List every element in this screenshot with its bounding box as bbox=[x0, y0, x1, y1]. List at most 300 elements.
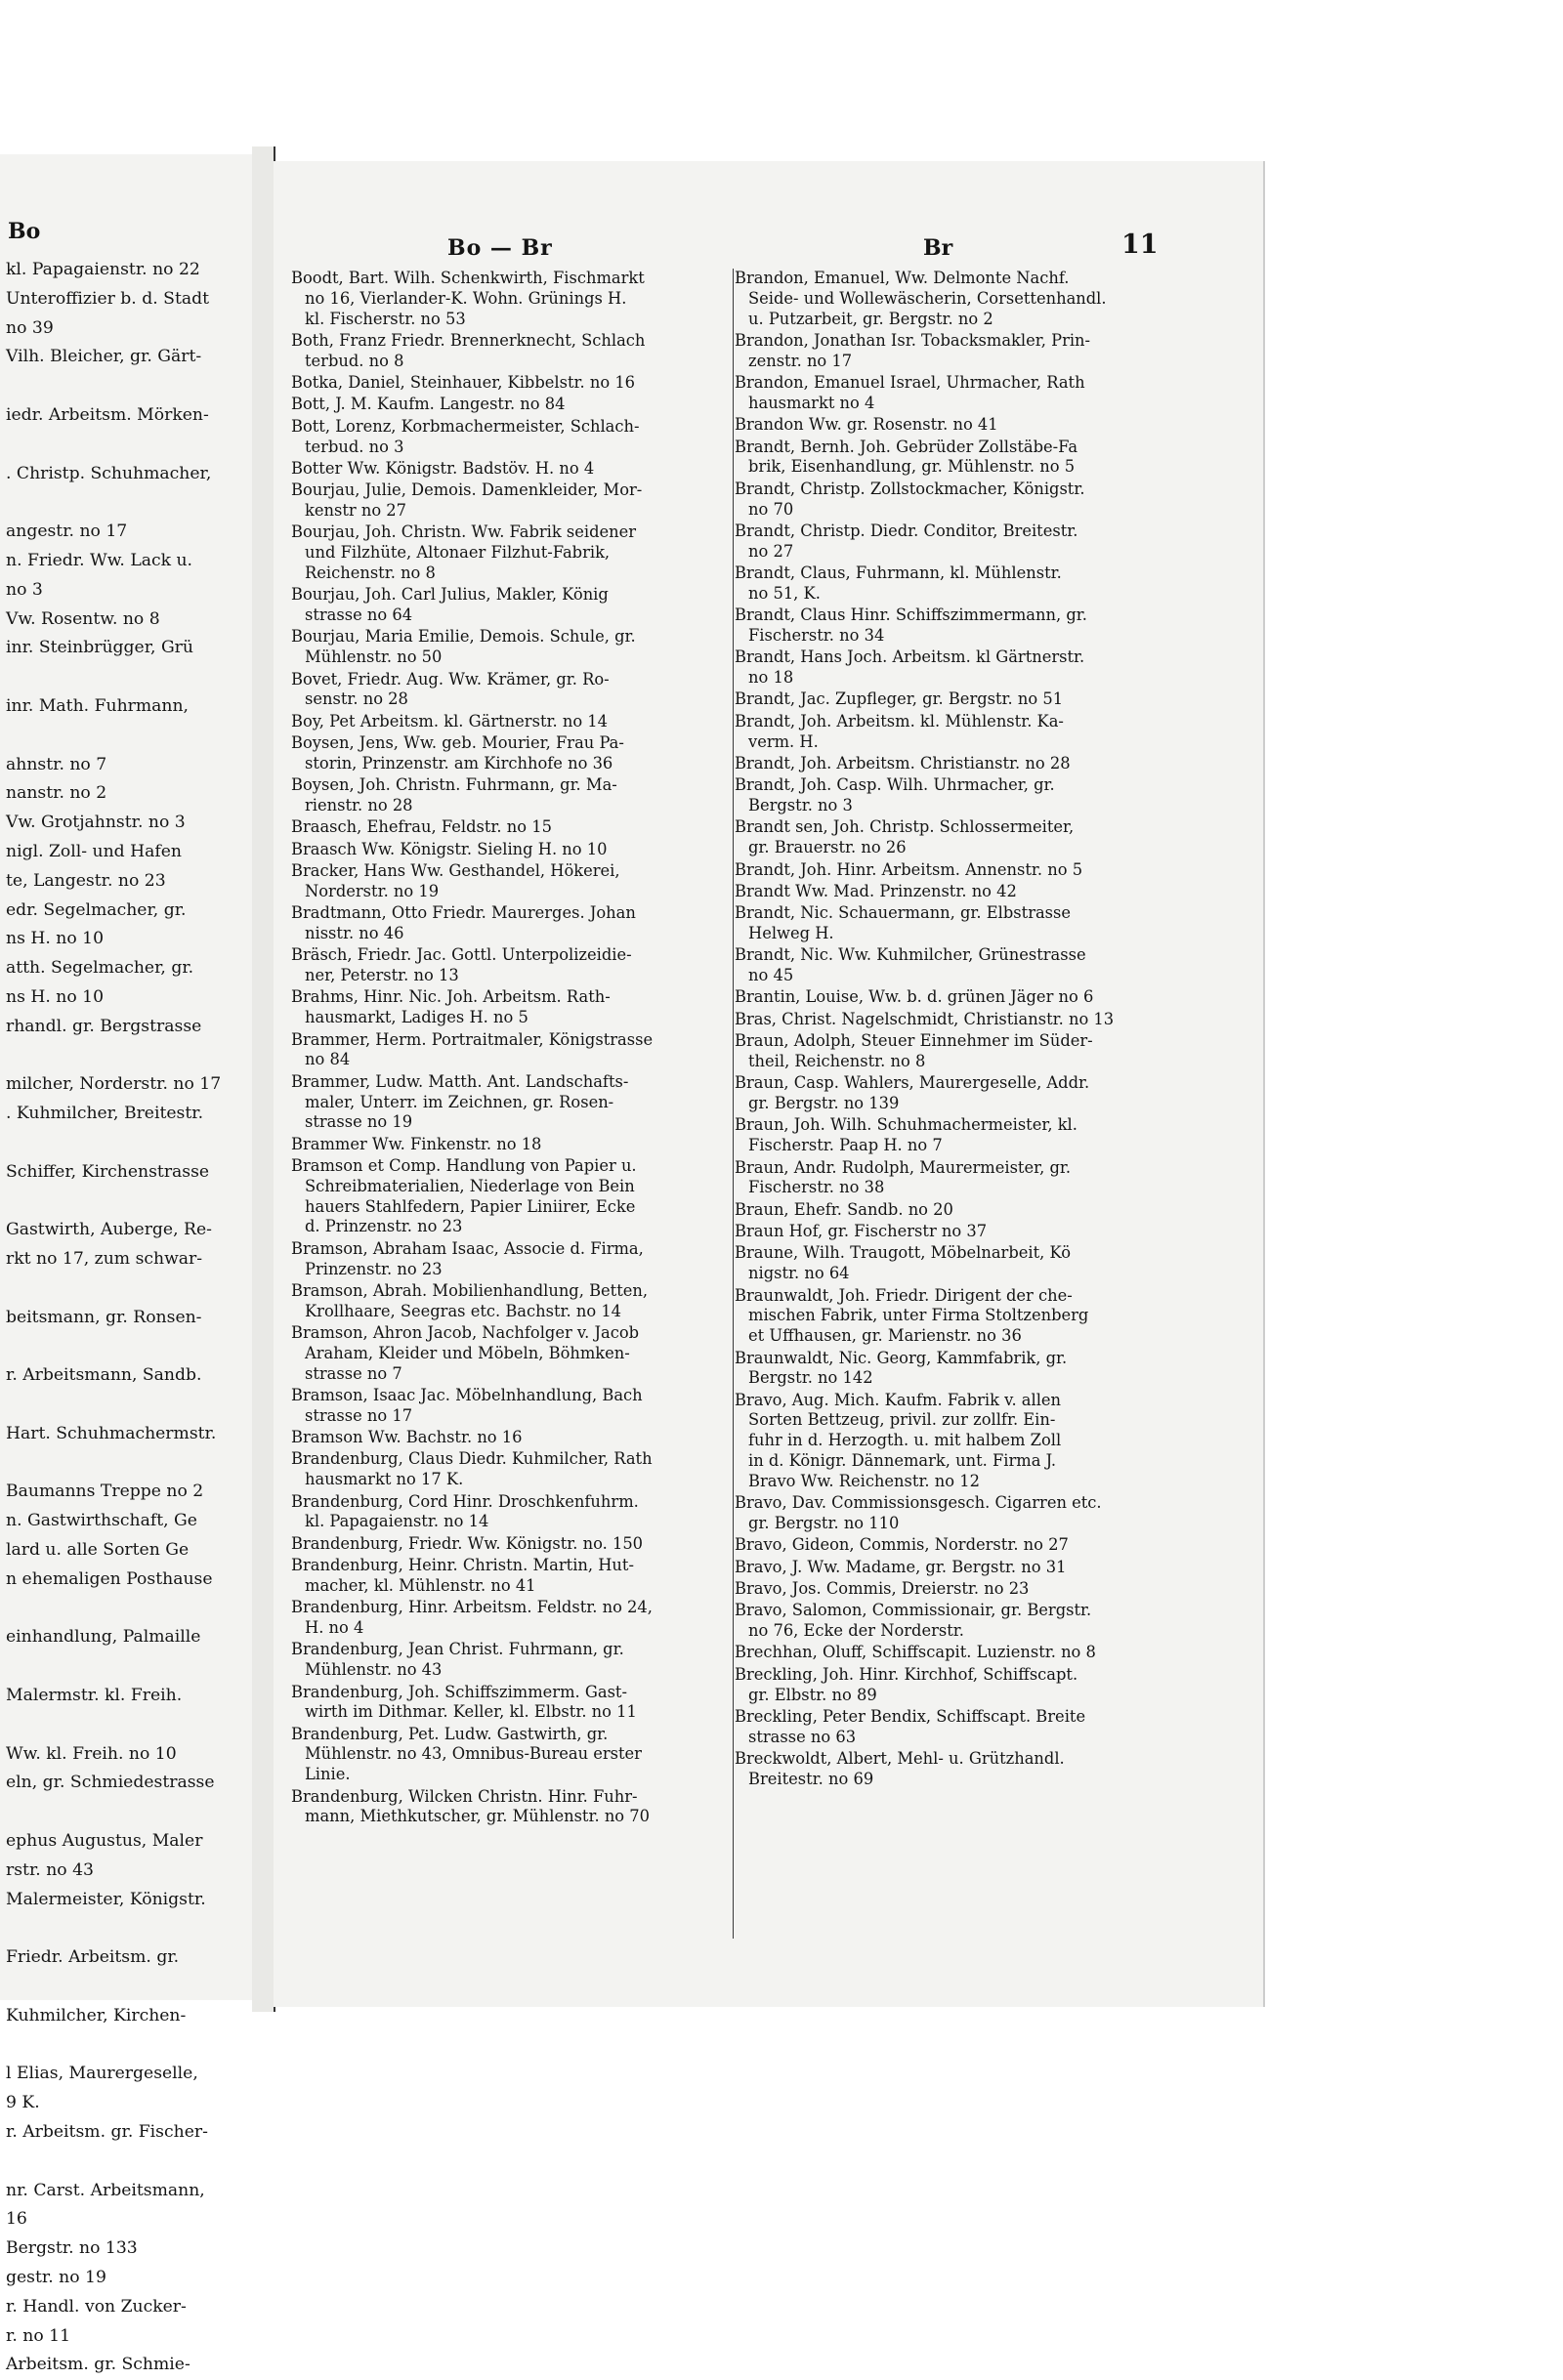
entry-continuation-line: Mühlenstr. no 43 bbox=[305, 1660, 443, 1680]
entry-continuation-line: gr. Bergstr. no 139 bbox=[748, 1094, 900, 1113]
left-page-line bbox=[6, 488, 250, 518]
directory-entry bbox=[291, 1135, 729, 1155]
entry-name-line: Brantin, Louise, Ww. b. d. grünen Jäger no 6 bbox=[735, 987, 1094, 1007]
entry-continuation-line: no 70 bbox=[748, 499, 794, 519]
directory-entry bbox=[735, 1286, 1118, 1347]
directory-entry bbox=[735, 1579, 1118, 1600]
entry-name-line: Brandt sen, Joh. Christp. Schlossermeiter, bbox=[735, 817, 1075, 837]
directory-entry bbox=[735, 1200, 1118, 1221]
directory-entry bbox=[735, 1031, 1118, 1072]
entry-name-line: Botka, Daniel, Steinhauer, Kibbelstr. no 16 bbox=[291, 373, 636, 393]
entry-continuation-line: verm. H. bbox=[748, 731, 819, 751]
left-page-line: rstr. no 43 bbox=[6, 1859, 94, 1880]
entry-continuation-line: strasse no 19 bbox=[305, 1112, 413, 1132]
entry-name-line: Brandt, Joh. Arbeitsm. Christianstr. no 28 bbox=[735, 753, 1071, 772]
left-page-line bbox=[6, 431, 250, 460]
entry-continuation-line: terbud. no 8 bbox=[305, 351, 404, 370]
entry-name-line: Bramson Ww. Bachstr. no 16 bbox=[291, 1428, 523, 1447]
entry-name-line: Bravo, Gideon, Commis, Norderstr. no 27 bbox=[735, 1535, 1069, 1555]
entry-name-line: Bramson et Comp. Handlung von Papier u. bbox=[291, 1156, 637, 1176]
directory-entry bbox=[291, 903, 729, 944]
entry-name-line: Brandenburg, Hinr. Arbeitsm. Feldstr. no 24, bbox=[291, 1598, 653, 1617]
left-page-line: nigl. Zoll- und Hafen bbox=[6, 841, 182, 861]
directory-entry bbox=[291, 775, 729, 816]
directory-entry bbox=[291, 459, 729, 480]
directory-entry bbox=[735, 1391, 1118, 1492]
directory-entry bbox=[291, 1640, 729, 1681]
left-page-line: Ww. kl. Freih. no 10 bbox=[6, 1743, 177, 1764]
directory-entry bbox=[291, 1556, 729, 1597]
entry-continuation-line: no 76, Ecke der Norderstr. bbox=[748, 1621, 964, 1641]
entry-continuation-line: gr. Bergstr. no 110 bbox=[748, 1513, 900, 1532]
entry-name-line: Braasch, Ehefrau, Feldstr. no 15 bbox=[291, 817, 552, 837]
entry-continuation-line: hauers Stahlfedern, Papier Liniirer, Ecke bbox=[305, 1196, 636, 1216]
left-page-line: einhandlung, Palmaille bbox=[6, 1627, 201, 1648]
entry-continuation-line: no 45 bbox=[748, 966, 794, 985]
entry-continuation-line: d. Prinzenstr. no 23 bbox=[305, 1217, 463, 1236]
directory-entry bbox=[735, 860, 1118, 881]
directory-entry bbox=[291, 395, 729, 415]
directory-entry bbox=[291, 1428, 729, 1448]
left-page-line: ns H. no 10 bbox=[6, 929, 105, 949]
entry-continuation-line: strasse no 64 bbox=[305, 605, 413, 625]
entry-name-line: Botter Ww. Königstr. Badstöv. H. no 4 bbox=[291, 458, 595, 478]
left-page-line bbox=[6, 1188, 250, 1217]
entry-continuation-line: wirth im Dithmar. Keller, kl. Elbstr. no 11 bbox=[305, 1702, 637, 1722]
entry-continuation-line: maler, Unterr. im Zeichnen, gr. Rosen- bbox=[305, 1092, 614, 1111]
left-page-line bbox=[6, 1711, 250, 1740]
page-header-range: Bo — Br bbox=[447, 235, 553, 261]
left-page-line bbox=[6, 1391, 250, 1420]
directory-entry bbox=[291, 1323, 729, 1384]
entry-continuation-line: Reichenstr. no 8 bbox=[305, 563, 436, 582]
directory-entry bbox=[735, 903, 1118, 944]
entry-name-line: Bramson, Abrah. Mobilienhandlung, Betten, bbox=[291, 1280, 649, 1300]
directory-entry bbox=[735, 1115, 1118, 1156]
entry-continuation-line: Mühlenstr. no 43, Omnibus-Bureau erster bbox=[305, 1744, 642, 1764]
entry-continuation-line: strasse no 63 bbox=[748, 1727, 857, 1746]
left-page-line: . Kuhmilcher, Breitestr. bbox=[6, 1104, 204, 1124]
directory-entry bbox=[735, 373, 1118, 414]
directory-entry bbox=[735, 564, 1118, 605]
left-page-line: no 39 bbox=[6, 317, 54, 338]
left-page-line: te, Langestr. no 23 bbox=[6, 870, 166, 891]
left-page-line bbox=[6, 1332, 250, 1361]
left-page-line: Baumanns Treppe no 2 bbox=[6, 1482, 204, 1502]
entry-continuation-line: storin, Prinzenstr. am Kirchhofe no 36 bbox=[305, 753, 613, 772]
left-page-line: Vilh. Bleicher, gr. Gärt- bbox=[6, 347, 202, 367]
entry-name-line: Brammer Ww. Finkenstr. no 18 bbox=[291, 1134, 542, 1153]
left-page-line: Malermstr. kl. Freih. bbox=[6, 1686, 183, 1706]
directory-entry bbox=[291, 817, 729, 838]
left-page-line: . Christp. Schuhmacher, bbox=[6, 463, 212, 483]
directory-entry bbox=[291, 1239, 729, 1280]
left-page-line: rhandl. gr. Bergstrasse bbox=[6, 1016, 202, 1036]
entry-name-line: Brandenburg, Claus Diedr. Kuhmilcher, Rath bbox=[291, 1449, 653, 1469]
left-page-line: Gastwirth, Auberge, Re- bbox=[6, 1220, 212, 1240]
directory-entry bbox=[735, 605, 1118, 647]
directory-entry bbox=[291, 331, 729, 372]
entry-name-line: Brandt, Nic. Ww. Kuhmilcher, Grünestrasse bbox=[735, 945, 1086, 965]
entry-continuation-line: Krollhaare, Seegras etc. Bachstr. no 14 bbox=[305, 1301, 622, 1320]
entry-name-line: Boodt, Bart. Wilh. Schenkwirth, Fischmarkt bbox=[291, 269, 645, 287]
entry-name-line: Braun, Adolph, Steuer Einnehmer im Süder- bbox=[735, 1031, 1093, 1051]
directory-entry bbox=[735, 1749, 1118, 1790]
entry-name-line: Bravo, Aug. Mich. Kaufm. Fabrik v. allen bbox=[735, 1390, 1062, 1409]
directory-entry bbox=[735, 331, 1118, 372]
left-page-line: eln, gr. Schmiedestrasse bbox=[6, 1773, 215, 1793]
left-page-line bbox=[6, 722, 250, 751]
directory-entry bbox=[735, 1707, 1118, 1748]
entry-name-line: Brandenburg, Joh. Schiffszimmerm. Gast- bbox=[291, 1682, 627, 1701]
left-page-line: edr. Segelmacher, gr. bbox=[6, 899, 187, 920]
directory-entry bbox=[735, 1222, 1118, 1242]
directory-entry bbox=[735, 1558, 1118, 1578]
entry-continuation-line: no 27 bbox=[748, 541, 794, 561]
entry-name-line: Brandt, Joh. Hinr. Arbeitsm. Annenstr. no 5 bbox=[735, 859, 1083, 879]
directory-entry bbox=[291, 945, 729, 986]
directory-entry bbox=[735, 1535, 1118, 1556]
left-page-line: ahnstr. no 7 bbox=[6, 754, 107, 774]
directory-entry bbox=[291, 670, 729, 711]
entry-name-line: Boy, Pet Arbeitsm. kl. Gärtnerstr. no 14 bbox=[291, 711, 609, 731]
entry-continuation-line: gr. Elbstr. no 89 bbox=[748, 1685, 877, 1704]
entry-name-line: Braun, Andr. Rudolph, Maurermeister, gr. bbox=[735, 1157, 1072, 1177]
entry-name-line: Bras, Christ. Nagelschmidt, Christianstr. no 13 bbox=[735, 1009, 1115, 1028]
entry-name-line: Breckwoldt, Albert, Mehl- u. Grützhandl. bbox=[735, 1749, 1065, 1769]
directory-entry bbox=[735, 775, 1118, 816]
directory-entry bbox=[291, 1492, 729, 1533]
entry-name-line: Brandt, Bernh. Joh. Gebrüder Zollstäbe-Fa bbox=[735, 437, 1078, 456]
entry-name-line: Breckling, Joh. Hinr. Kirchhof, Schiffscapt. bbox=[735, 1664, 1078, 1684]
entry-name-line: Brechhan, Oluff, Schiffscapit. Luzienstr. no 8 bbox=[735, 1643, 1096, 1662]
left-page bbox=[0, 154, 254, 2375]
entry-name-line: Bradtmann, Otto Friedr. Maurerges. Johan bbox=[291, 903, 636, 923]
entry-name-line: Bracker, Hans Ww. Gesthandel, Hökerei, bbox=[291, 861, 620, 881]
left-page-column bbox=[6, 256, 250, 2380]
left-page-line: Unteroffizier b. d. Stadt bbox=[6, 288, 210, 309]
entry-name-line: Brandt, Christp. Zollstockmacher, Königstr. bbox=[735, 479, 1085, 498]
entry-name-line: Brandon Ww. gr. Rosenstr. no 41 bbox=[735, 415, 998, 435]
entry-name-line: Brandt, Joh. Casp. Wilh. Uhrmacher, gr. bbox=[735, 775, 1055, 795]
directory-entry bbox=[291, 269, 729, 329]
left-page-header: Bo bbox=[8, 219, 41, 244]
entry-name-line: Brandt, Nic. Schauermann, gr. Elbstrasse bbox=[735, 903, 1072, 923]
left-page-line: Arbeitsm. gr. Schmie- bbox=[6, 2355, 190, 2375]
left-page-line bbox=[6, 1042, 250, 1071]
entry-name-line: Brandenburg, Friedr. Ww. Königstr. no. 150 bbox=[291, 1533, 644, 1553]
left-page-line: Vw. Grotjahnstr. no 3 bbox=[6, 813, 186, 833]
book-gutter bbox=[252, 146, 275, 2012]
left-page-line: l Elias, Maurergeselle, bbox=[6, 2064, 198, 2084]
entry-name-line: Bourjau, Joh. Christn. Ww. Fabrik seidener bbox=[291, 522, 637, 542]
left-page-line bbox=[6, 372, 250, 401]
left-page-line: Kuhmilcher, Kirchen- bbox=[6, 2005, 187, 2025]
entry-name-line: Brandt, Jac. Zupfleger, gr. Bergstr. no 51 bbox=[735, 689, 1064, 709]
entry-continuation-line: macher, kl. Mühlenstr. no 41 bbox=[305, 1575, 536, 1595]
left-page-line: Vw. Rosentw. no 8 bbox=[6, 608, 160, 629]
directory-entry bbox=[735, 882, 1118, 902]
entry-name-line: Braunwaldt, Nic. Georg, Kammfabrik, gr. bbox=[735, 1348, 1068, 1367]
entry-continuation-line: Bergstr. no 3 bbox=[748, 796, 853, 815]
entry-name-line: Bravo, Dav. Commissionsgesch. Cigarren etc. bbox=[735, 1493, 1102, 1513]
directory-entry bbox=[291, 1449, 729, 1490]
left-page-line: inr. Math. Fuhrmann, bbox=[6, 695, 189, 716]
left-page-line: Friedr. Arbeitsm. gr. bbox=[6, 1947, 180, 1968]
left-page-line bbox=[6, 1652, 250, 1682]
left-page-line: r. no 11 bbox=[6, 2325, 71, 2346]
entry-continuation-line: et Uffhausen, gr. Marienstr. no 36 bbox=[748, 1326, 1022, 1346]
left-page-line bbox=[6, 2148, 250, 2177]
entry-name-line: Braun, Casp. Wahlers, Maurergeselle, Addr. bbox=[735, 1073, 1090, 1093]
entry-continuation-line: terbud. no 3 bbox=[305, 437, 404, 456]
directory-entry bbox=[735, 1493, 1118, 1534]
directory-entry bbox=[735, 945, 1118, 986]
entry-name-line: Bott, Lorenz, Korbmachermeister, Schlach- bbox=[291, 416, 640, 436]
directory-entry bbox=[291, 987, 729, 1028]
entry-continuation-line: hausmarkt no 17 K. bbox=[305, 1470, 464, 1489]
entry-name-line: Braun, Ehefr. Sandb. no 20 bbox=[735, 1199, 953, 1219]
left-page-line: rkt no 17, zum schwar- bbox=[6, 1249, 203, 1270]
entry-continuation-line: fuhr in d. Herzogth. u. mit halbem Zoll bbox=[748, 1431, 1062, 1450]
entry-name-line: Brandenburg, Heinr. Christn. Martin, Hut- bbox=[291, 1556, 634, 1575]
entry-continuation-line: senstr. no 28 bbox=[305, 689, 408, 709]
entry-name-line: Bourjau, Joh. Carl Julius, Makler, König bbox=[291, 585, 609, 605]
directory-entry bbox=[735, 269, 1118, 329]
directory-entry bbox=[735, 1643, 1118, 1663]
left-page-line: gestr. no 19 bbox=[6, 2267, 106, 2287]
entry-continuation-line: mischen Fabrik, unter Firma Stoltzenberg bbox=[748, 1306, 1089, 1325]
left-page-line: inr. Steinbrügger, Grü bbox=[6, 638, 193, 658]
entry-name-line: Boysen, Joh. Christn. Fuhrmann, gr. Ma- bbox=[291, 775, 617, 795]
entry-continuation-line: Mühlenstr. no 50 bbox=[305, 647, 443, 667]
entry-name-line: Brandt Ww. Mad. Prinzenstr. no 42 bbox=[735, 881, 1017, 900]
entry-continuation-line: brik, Eisenhandlung, gr. Mühlenstr. no 5 bbox=[748, 457, 1076, 477]
left-page-line: kl. Papagaienstr. no 22 bbox=[6, 260, 200, 279]
directory-entry bbox=[735, 1010, 1118, 1030]
entry-name-line: Bräsch, Friedr. Jac. Gottl. Unterpolizeidie- bbox=[291, 945, 632, 965]
left-page-line bbox=[6, 2031, 250, 2061]
directory-entry bbox=[291, 840, 729, 860]
left-page-line: 16 bbox=[6, 2209, 27, 2230]
entry-continuation-line: Breitestr. no 69 bbox=[748, 1769, 874, 1788]
left-page-line: lard u. alle Sorten Ge bbox=[6, 1540, 190, 1561]
left-page-line: nanstr. no 2 bbox=[6, 783, 107, 804]
left-page-line: iedr. Arbeitsm. Mörken- bbox=[6, 404, 209, 425]
left-page-line: r. Arbeitsmann, Sandb. bbox=[6, 1365, 202, 1386]
directory-entry bbox=[291, 1683, 729, 1724]
left-page-line bbox=[6, 1449, 250, 1479]
directory-entry bbox=[735, 1665, 1118, 1706]
entry-name-line: Braunwaldt, Joh. Friedr. Dirigent der che- bbox=[735, 1285, 1073, 1305]
left-page-line: atth. Segelmacher, gr. bbox=[6, 958, 194, 979]
directory-column-left bbox=[291, 269, 734, 1939]
entry-name-line: Braune, Wilh. Traugott, Möbelnarbeit, Kö bbox=[735, 1243, 1072, 1263]
entry-continuation-line: Fischerstr. no 38 bbox=[748, 1178, 885, 1197]
entry-continuation-line: kl. Papagaienstr. no 14 bbox=[305, 1512, 489, 1531]
entry-name-line: Bramson, Ahron Jacob, Nachfolger v. Jacob bbox=[291, 1323, 640, 1343]
entry-continuation-line: Fischerstr. Paap H. no 7 bbox=[748, 1136, 943, 1155]
directory-entry bbox=[735, 754, 1118, 774]
entry-name-line: Bott, J. M. Kaufm. Langestr. no 84 bbox=[291, 395, 566, 414]
directory-entry bbox=[735, 522, 1118, 563]
directory-entry bbox=[291, 1534, 729, 1555]
entry-continuation-line: theil, Reichenstr. no 8 bbox=[748, 1051, 926, 1070]
entry-continuation-line: kenstr no 27 bbox=[305, 501, 407, 521]
entry-name-line: Brandenburg, Jean Christ. Fuhrmann, gr. bbox=[291, 1640, 624, 1659]
directory-entry bbox=[735, 1349, 1118, 1390]
entry-continuation-line: nigstr. no 64 bbox=[748, 1264, 850, 1283]
left-page-line bbox=[6, 663, 250, 692]
left-page-line: r. Arbeitsm. gr. Fischer- bbox=[6, 2122, 208, 2142]
directory-entry bbox=[291, 627, 729, 668]
entry-continuation-line: no 18 bbox=[748, 668, 794, 688]
entry-name-line: Bourjau, Maria Emilie, Demois. Schule, gr. bbox=[291, 627, 636, 647]
entry-continuation-line: mann, Miethkutscher, gr. Mühlenstr. no 70 bbox=[305, 1807, 651, 1826]
directory-entry bbox=[291, 712, 729, 732]
left-page-line: n. Gastwirthschaft, Ge bbox=[6, 1511, 197, 1531]
directory-entry bbox=[735, 817, 1118, 858]
left-page-line: Hart. Schuhmachermstr. bbox=[6, 1423, 217, 1443]
entry-name-line: Brammer, Ludw. Matth. Ant. Landschafts- bbox=[291, 1071, 629, 1091]
directory-entry bbox=[735, 1158, 1118, 1199]
entry-continuation-line: strasse no 7 bbox=[305, 1363, 402, 1383]
entry-name-line: Bravo, J. Ww. Madame, gr. Bergstr. no 31 bbox=[735, 1557, 1067, 1576]
left-page-line: ephus Augustus, Maler bbox=[6, 1831, 203, 1852]
directory-entry bbox=[735, 987, 1118, 1008]
entry-continuation-line: u. Putzarbeit, gr. Bergstr. no 2 bbox=[748, 309, 993, 328]
entry-name-line: Bravo, Salomon, Commissionair, gr. Bergstr. bbox=[735, 1601, 1092, 1620]
directory-entry bbox=[291, 1725, 729, 1785]
entry-name-line: Brandon, Jonathan Isr. Tobacksmakler, Prin- bbox=[735, 330, 1091, 350]
entry-continuation-line: nisstr. no 46 bbox=[305, 924, 404, 942]
entry-name-line: Brammer, Herm. Portraitmaler, Königstrasse bbox=[291, 1029, 654, 1049]
entry-name-line: Brandt, Christp. Diedr. Conditor, Breitestr. bbox=[735, 521, 1078, 540]
left-page-line bbox=[6, 1914, 250, 1943]
entry-continuation-line: strasse no 17 bbox=[305, 1405, 413, 1425]
directory-entry bbox=[735, 415, 1118, 436]
entry-name-line: Brandon, Emanuel, Ww. Delmonte Nachf. bbox=[735, 269, 1070, 287]
left-page-line: n ehemaligen Posthause bbox=[6, 1568, 213, 1589]
directory-entry bbox=[291, 1156, 729, 1237]
directory-entry bbox=[291, 733, 729, 774]
entry-continuation-line: Helweg H. bbox=[748, 924, 834, 942]
entry-name-line: Boysen, Jens, Ww. geb. Mourier, Frau Pa- bbox=[291, 733, 624, 753]
directory-entry bbox=[291, 1030, 729, 1071]
left-page-line bbox=[6, 1798, 250, 1827]
directory-column-right bbox=[735, 269, 1118, 1791]
entry-continuation-line: ner, Peterstr. no 13 bbox=[305, 966, 459, 985]
entry-continuation-line: rienstr. no 28 bbox=[305, 796, 413, 815]
entry-continuation-line: Schreibmaterialien, Niederlage von Bein bbox=[305, 1176, 635, 1195]
entry-continuation-line: Araham, Kleider und Möbeln, Böhmken- bbox=[305, 1343, 630, 1362]
entry-continuation-line: Fischerstr. no 34 bbox=[748, 625, 885, 645]
directory-entry bbox=[735, 1243, 1118, 1284]
entry-continuation-line: in d. Königr. Dännemark, unt. Firma J. bbox=[748, 1451, 1057, 1471]
entry-name-line: Braun, Joh. Wilh. Schuhmachermeister, kl. bbox=[735, 1115, 1077, 1135]
entry-name-line: Bramson, Isaac Jac. Möbelnhandlung, Bach bbox=[291, 1386, 643, 1404]
directory-entry bbox=[735, 712, 1118, 753]
entry-continuation-line: und Filzhüte, Altonaer Filzhut-Fabrik, bbox=[305, 543, 611, 563]
entry-name-line: Brandenburg, Wilcken Christn. Hinr. Fuhr- bbox=[291, 1786, 638, 1806]
directory-entry bbox=[291, 522, 729, 583]
left-page-line: Malermeister, Königstr. bbox=[6, 1889, 206, 1909]
directory-entry bbox=[735, 1073, 1118, 1114]
left-page-line: n. Friedr. Ww. Lack u. bbox=[6, 550, 193, 570]
left-page-line: 9 K. bbox=[6, 2093, 40, 2113]
left-page-line: r. Handl. von Zucker- bbox=[6, 2296, 187, 2317]
left-page-line: ns H. no 10 bbox=[6, 986, 105, 1007]
directory-entry bbox=[735, 689, 1118, 710]
entry-name-line: Brahms, Hinr. Nic. Joh. Arbeitsm. Rath- bbox=[291, 987, 611, 1007]
directory-entry bbox=[735, 438, 1118, 479]
entry-continuation-line: Sorten Bettzeug, privil. zur zollfr. Ein- bbox=[748, 1410, 1056, 1430]
entry-name-line: Bourjau, Julie, Demois. Damenkleider, Mor- bbox=[291, 480, 643, 500]
directory-entry bbox=[735, 647, 1118, 689]
entry-continuation-line: Linie. bbox=[305, 1765, 351, 1784]
entry-continuation-line: Norderstr. no 19 bbox=[305, 881, 440, 900]
entry-continuation-line: hausmarkt no 4 bbox=[748, 393, 875, 412]
entry-name-line: Braun Hof, gr. Fischerstr no 37 bbox=[735, 1222, 988, 1241]
entry-continuation-line: gr. Brauerstr. no 26 bbox=[748, 838, 907, 857]
entry-continuation-line: no 51, K. bbox=[748, 583, 821, 603]
entry-name-line: Bovet, Friedr. Aug. Ww. Krämer, gr. Ro- bbox=[291, 669, 610, 689]
left-page-line: angestr. no 17 bbox=[6, 522, 128, 542]
entry-continuation-line: H. no 4 bbox=[305, 1618, 364, 1638]
left-page-line: milcher, Norderstr. no 17 bbox=[6, 1074, 222, 1095]
directory-entry bbox=[735, 1601, 1118, 1642]
entry-continuation-line: no 84 bbox=[305, 1050, 351, 1069]
entry-name-line: Bramson, Abraham Isaac, Associe d. Firma, bbox=[291, 1238, 644, 1258]
entry-continuation-line: Prinzenstr. no 23 bbox=[305, 1259, 443, 1278]
entry-name-line: Brandt, Claus Hinr. Schiffszimmermann, gr. bbox=[735, 605, 1087, 625]
entry-name-line: Brandenburg, Cord Hinr. Droschkenfuhrm. bbox=[291, 1491, 639, 1511]
left-page-line bbox=[6, 1274, 250, 1304]
directory-entry bbox=[291, 585, 729, 626]
directory-entry bbox=[291, 1072, 729, 1133]
entry-continuation-line: Bravo Ww. Reichenstr. no 12 bbox=[748, 1471, 980, 1490]
directory-entry bbox=[291, 1598, 729, 1639]
main-page bbox=[274, 161, 1263, 2007]
entry-name-line: Brandenburg, Pet. Ludw. Gastwirth, gr. bbox=[291, 1724, 609, 1743]
entry-continuation-line: zenstr. no 17 bbox=[748, 351, 853, 370]
page-number: 11 bbox=[1121, 230, 1159, 260]
entry-continuation-line: no 16, Vierlander-K. Wohn. Grünings H. bbox=[305, 288, 627, 308]
left-page-line bbox=[6, 1129, 250, 1158]
left-page-line: Bergstr. no 133 bbox=[6, 2238, 138, 2259]
directory-entry bbox=[291, 373, 729, 394]
left-page-line: Schiffer, Kirchenstrasse bbox=[6, 1161, 210, 1182]
entry-name-line: Breckling, Peter Bendix, Schiffscapt. Breite bbox=[735, 1706, 1086, 1726]
entry-name-line: Braasch Ww. Königstr. Sieling H. no 10 bbox=[291, 839, 608, 858]
left-page-line: nr. Carst. Arbeitsmann, bbox=[6, 2180, 205, 2200]
left-page-line: beitsmann, gr. Ronsen- bbox=[6, 1307, 202, 1327]
entry-name-line: Bravo, Jos. Commis, Dreierstr. no 23 bbox=[735, 1579, 1030, 1598]
directory-entry bbox=[291, 1787, 729, 1828]
left-page-line: no 3 bbox=[6, 579, 43, 600]
entry-name-line: Brandt, Claus, Fuhrmann, kl. Mühlenstr. bbox=[735, 563, 1062, 582]
entry-name-line: Brandt, Hans Joch. Arbeitsm. kl Gärtnerstr. bbox=[735, 647, 1085, 667]
directory-entry bbox=[291, 1281, 729, 1322]
directory-entry bbox=[291, 417, 729, 458]
entry-name-line: Brandon, Emanuel Israel, Uhrmacher, Rath bbox=[735, 373, 1085, 393]
entry-continuation-line: Bergstr. no 142 bbox=[748, 1368, 873, 1388]
entry-continuation-line: hausmarkt, Ladiges H. no 5 bbox=[305, 1008, 528, 1027]
directory-entry bbox=[291, 480, 729, 522]
directory-entry bbox=[735, 480, 1118, 521]
left-page-line bbox=[6, 1595, 250, 1624]
entry-continuation-line: kl. Fischerstr. no 53 bbox=[305, 309, 466, 328]
